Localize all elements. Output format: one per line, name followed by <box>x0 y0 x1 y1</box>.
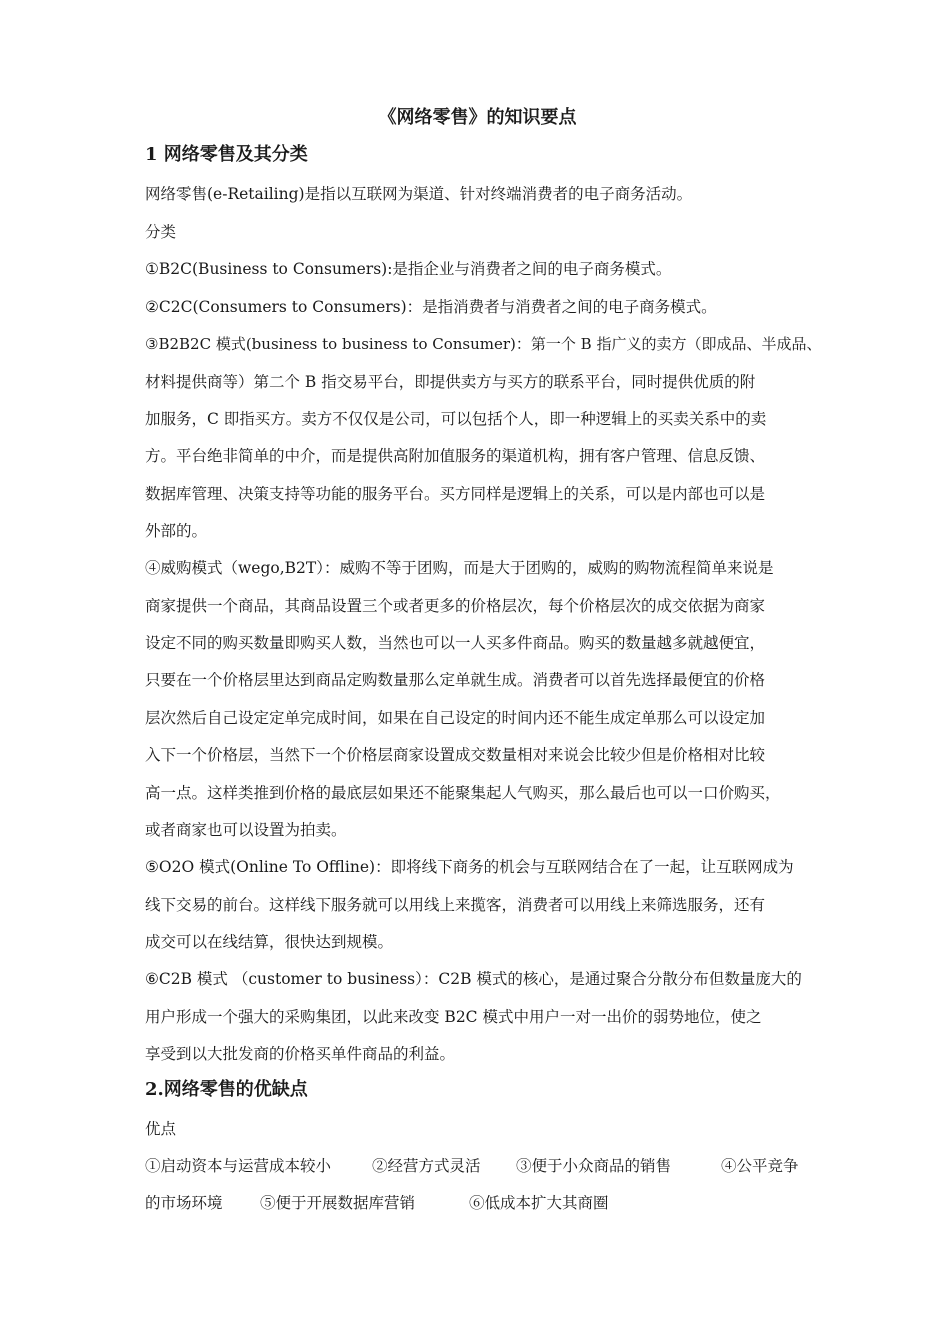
b2c-item: ①B2C(Business to Consumers):是指企业与消费者之间的电子商务模式。 <box>145 260 672 278</box>
section-1-heading: 1 网络零售及其分类 <box>145 144 308 165</box>
document-title: 《网络零售》的知识要点 <box>378 107 577 128</box>
wego-line: 只要在一个价格层里达到商品定购数量那么定单就生成。消费者可以首先选择最便宜的价格 <box>145 671 766 689</box>
o2o-line: 成交可以在线结算，很快达到规模。 <box>145 933 394 951</box>
section-2-heading: 2.网络零售的优缺点 <box>145 1079 308 1100</box>
c2b-line: 享受到以大批发商的价格买单件商品的利益。 <box>145 1045 456 1063</box>
c2b-line: 用户形成一个强大的采购集团，以此来改变 B2C 模式中用户一对一出价的弱势地位，使之 <box>145 1008 762 1026</box>
b2b2c-line: 加服务，C 即指买方。卖方不仅仅是公司，可以包括个人，即一种逻辑上的买卖关系中的卖 <box>145 410 767 428</box>
c2b-line: ⑥C2B 模式 （customer to business）：C2B 模式的核心，是通过聚合分散分布但数量庞大的 <box>145 970 802 988</box>
advantage-item: ③便于小众商品的销售 <box>516 1157 672 1175</box>
b2b2c-line: 外部的。 <box>145 522 208 540</box>
advantage-item: ⑤便于开展数据库营销 <box>260 1194 416 1212</box>
wego-line: 层次然后自己设定定单完成时间，如果在自己设定的时间内还不能生成定单那么可以设定加 <box>145 709 766 727</box>
b2b2c-line: 材料提供商等）第二个 B 指交易平台，即提供卖方与买方的联系平台，同时提供优质的附 <box>145 373 756 391</box>
wego-line: 入下一个价格层，当然下一个价格层商家设置成交数量相对来说会比较少但是价格相对比较 <box>145 746 766 764</box>
b2b2c-line: 方。平台绝非简单的中介，而是提供高附加值服务的渠道机构，拥有客户管理、信息反馈、 <box>145 447 766 465</box>
b2b2c-line: 数据库管理、决策支持等功能的服务平台。买方同样是逻辑上的关系，可以是内部也可以是 <box>145 485 766 503</box>
wego-line: 商家提供一个商品，其商品设置三个或者更多的价格层次，每个价格层次的成交依据为商家 <box>145 597 766 615</box>
c2c-item: ②C2C(Consumers to Consumers)：是指消费者与消费者之间的电子商务模式。 <box>145 298 717 316</box>
advantages-label: 优点 <box>145 1120 177 1138</box>
o2o-line: 线下交易的前台。这样线下服务就可以用线上来揽客，消费者可以用线上来筛选服务，还有 <box>145 896 766 914</box>
definition-paragraph: 网络零售(e-Retailing)是指以互联网为渠道、针对终端消费者的电子商务活动。 <box>145 185 693 203</box>
category-label: 分类 <box>145 223 177 241</box>
b2b2c-line: ③B2B2C 模式(business to business to Consumer)：第一个 B 指广义的卖方（即成品、半成品、 <box>145 335 822 353</box>
advantage-item: ④公平竞争 <box>721 1157 799 1175</box>
wego-line: ④威购模式（wego,B2T）：威购不等于团购，而是大于团购的，威购的购物流程简单来说是 <box>145 559 774 577</box>
advantage-item: ⑥低成本扩大其商圈 <box>469 1194 609 1212</box>
wego-line: 设定不同的购买数量即购买人数，当然也可以一人买多件商品。购买的数量越多就越便宜， <box>145 634 766 652</box>
advantage-item: ①启动资本与运营成本较小 <box>145 1157 332 1175</box>
advantage-item: 的市场环境 <box>145 1194 223 1212</box>
advantage-item: ②经营方式灵活 <box>372 1157 481 1175</box>
o2o-line: ⑤O2O 模式(Online To Offline)：即将线下商务的机会与互联网结合在了一起，让互联网成为 <box>145 858 794 876</box>
wego-line: 或者商家也可以设置为拍卖。 <box>145 821 347 839</box>
wego-line: 高一点。这样类推到价格的最底层如果还不能聚集起人气购买，那么最后也可以一口价购买， <box>145 784 781 802</box>
